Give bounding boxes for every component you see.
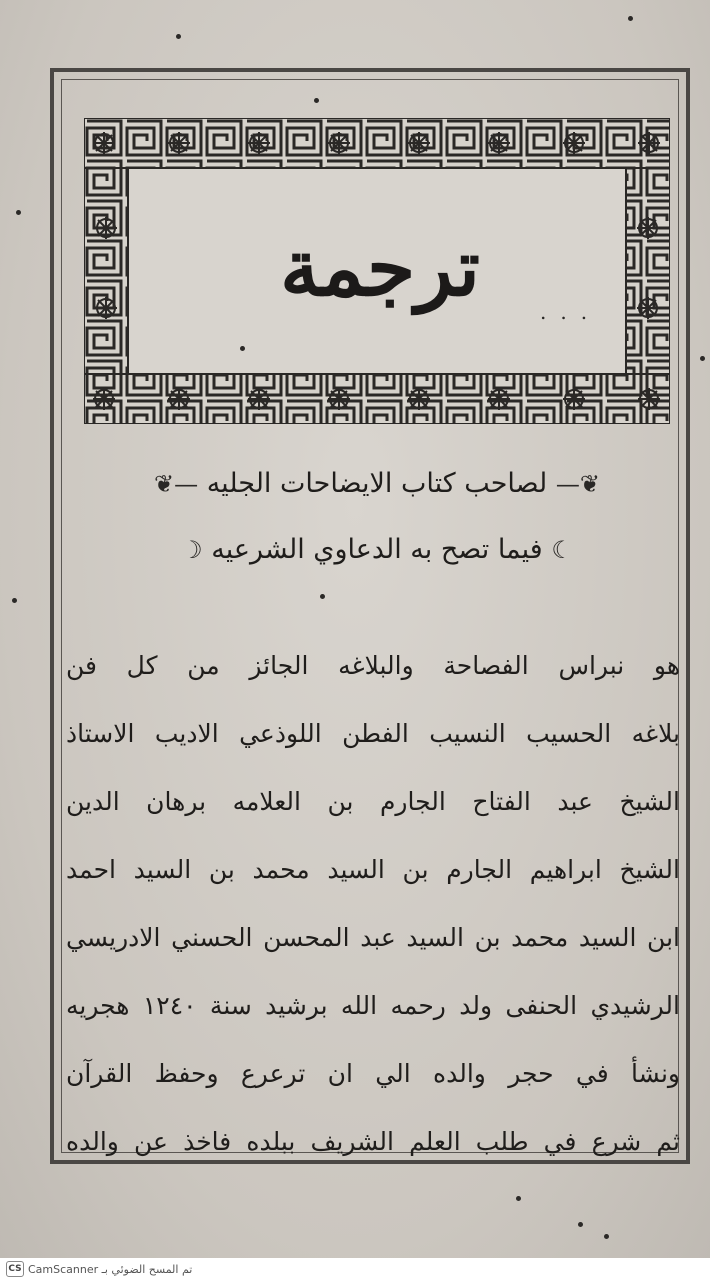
text-line: الرشيدي الحنفى ولد رحمه الله برشيد سنة ١٢٤٠ هجريه: [66, 991, 680, 1020]
ink-speck: [628, 16, 633, 21]
ink-speck: [700, 356, 705, 361]
text-line: الشيخ عبد الفتاح الجارم بن العلامه برهان الدين: [66, 787, 680, 816]
scanner-caption: CamScanner تم المسح الضوئي بـ: [28, 1262, 193, 1276]
crescent-icon: ☾: [551, 536, 573, 564]
biography-text: [66, 632, 680, 1176]
text-line: بلاغه الحسيب النسيب الفطن اللوذعي الاديب الاستاذ: [66, 719, 680, 748]
text-line: هو نبراس الفصاحة والبلاغه الجائز من كل فن: [66, 651, 680, 680]
text-line: الشيخ ابراهيم الجارم بن السيد محمد بن السيد احمد: [66, 855, 680, 884]
subtitle-text-2: فيما تصح به الدعاوي الشرعيه: [211, 534, 543, 565]
subtitle-line-2: [84, 534, 670, 565]
camscanner-logo-icon: CS: [6, 1261, 24, 1277]
title-dots: ...: [540, 300, 602, 324]
text-line: ابن السيد محمد بن السيد عبد المحسن الحسني الادريسي: [66, 923, 680, 952]
subtitle-line-1: [84, 468, 670, 499]
text-line: ونشأ في حجر والده الي ان ترعرع وحفظ القرآن: [66, 1059, 680, 1088]
ink-speck: [240, 346, 245, 351]
ink-speck: [16, 210, 21, 215]
text-line: ثم شرع في طلب العلم الشريف ببلده فاخذ عن والده: [66, 1127, 680, 1156]
fleuron-icon: ❦—: [555, 470, 600, 498]
ink-speck: [314, 98, 319, 103]
ink-speck: [12, 598, 17, 603]
page-title: ترجمة: [280, 222, 480, 314]
ink-speck: [516, 1196, 521, 1201]
crescent-icon: ☽: [181, 536, 203, 564]
ink-speck: [320, 594, 325, 599]
ink-speck: [604, 1234, 609, 1239]
ink-speck: [578, 1222, 583, 1227]
fleuron-icon: —❦: [154, 470, 199, 498]
ink-speck: [176, 34, 181, 39]
subtitle-text-1: لصاحب كتاب الايضاحات الجليه: [206, 468, 548, 499]
scanner-footer: [0, 1258, 710, 1280]
